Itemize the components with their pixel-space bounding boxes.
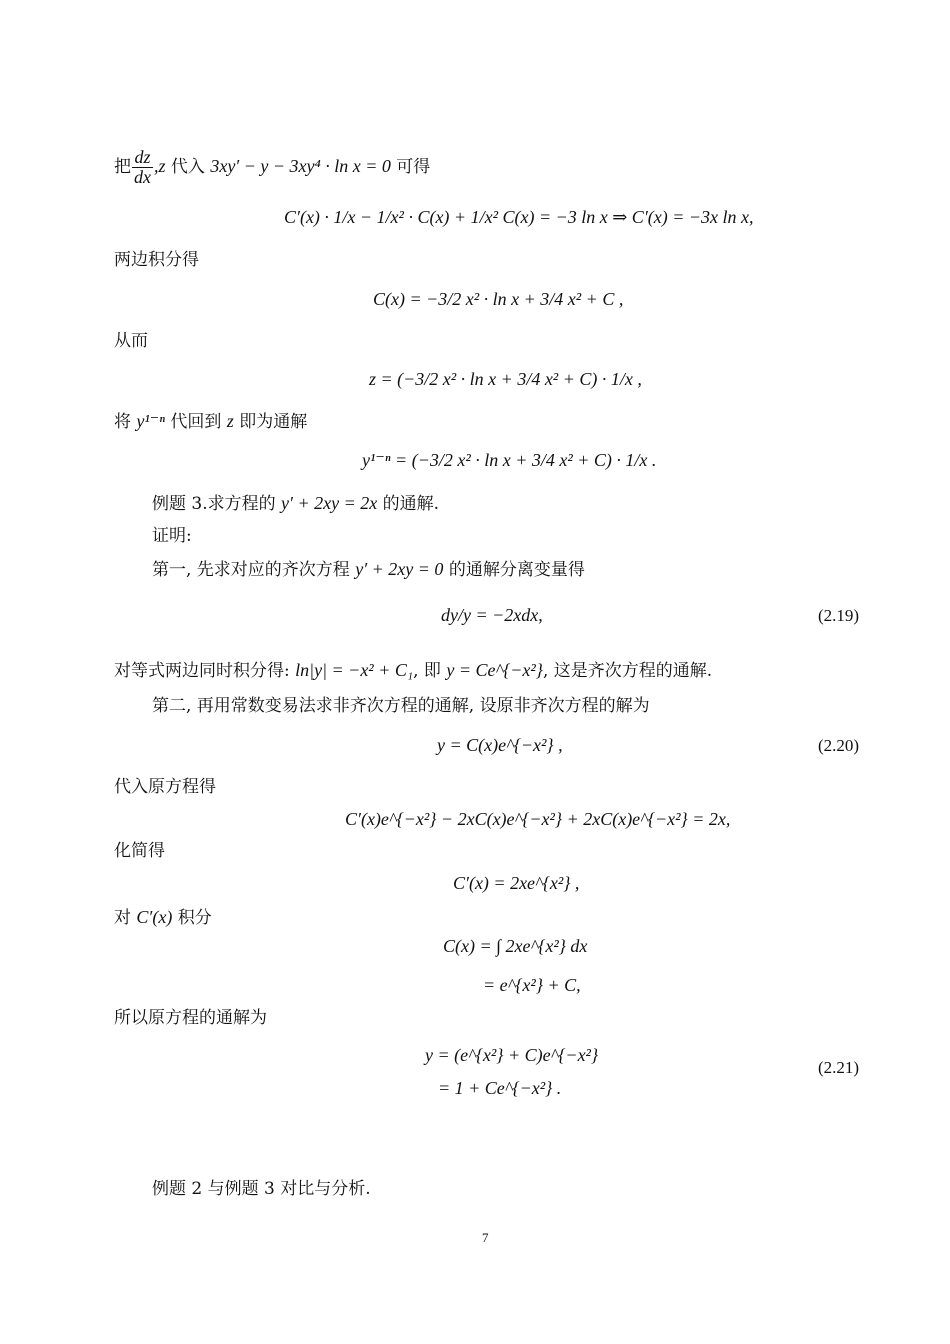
equation-integral: C(x) = ∫ 2xe^{x²} dx xyxy=(443,936,588,956)
equation-2-20: y = C(x)e^{−x²} , xyxy=(437,735,563,755)
equation-c-prime-simplified: C′(x) = 2xe^{x²} , xyxy=(453,873,580,893)
text-thus: 从而 xyxy=(114,331,148,351)
line-first-step: 第一, 先求对应的齐次方程 y′ + 2xy = 0 的通解分离变量得 xyxy=(152,559,585,580)
fraction-dz-dx: $\frac{dz}{dx}$ xyxy=(134,147,151,187)
equation-number-2-21: (2.21) xyxy=(818,1058,860,1077)
line-integrate-c-prime: 对 C′(x) 积分 xyxy=(114,907,212,928)
text-second-step: 第二, 再用常数变易法求非齐次方程的通解, 设原非齐次方程的解为 xyxy=(152,696,650,716)
line-example-3: 例题 3.求方程的 y′ + 2xy = 2x 的通解. xyxy=(152,493,440,514)
page-number: 7 xyxy=(482,1230,489,1245)
equation-2-19: dy/y = −2xdx, xyxy=(441,605,543,625)
equation-number-2-20: (2.20) xyxy=(818,736,860,755)
text-general-solution-intro: 所以原方程的通解为 xyxy=(114,1008,267,1028)
equation-substituted: C′(x)e^{−x²} − 2xC(x)e^{−x²} + 2xC(x)e^{−x²} = 2x, xyxy=(345,809,731,829)
text-proof: 证明: xyxy=(152,526,192,546)
text-substitute-original: 代入原方程得 xyxy=(114,777,216,797)
equation-general-solution-bernoulli: y¹⁻ⁿ = (−3/2 x² · ln x + 3/4 x² + C) · 1/x . xyxy=(362,450,657,470)
text-integrate-both: 两边积分得 xyxy=(114,250,199,270)
equation-c-of-x: C(x) = −3/2 x² · ln x + 3/4 x² + C , xyxy=(373,289,624,309)
line-back-substitute: 将 y¹⁻ⁿ 代回到 z 即为通解 xyxy=(114,411,308,432)
equation-z: z = (−3/2 x² · ln x + 3/4 x² + C) · 1/x , xyxy=(369,369,642,389)
line-integrate-both-sides: 对等式两边同时积分得: ln|y| = −x² + C₁, 即 y = Ce^{−x²}, 这是齐次方程的通解. xyxy=(114,660,713,681)
text-simplify: 化简得 xyxy=(114,841,165,861)
equation-c-prime: C′(x) · 1/x − 1/x² · C(x) + 1/x² C(x) = −3 ln x ⇒ C′(x) = −3x ln x, xyxy=(284,207,754,227)
line-substitute-dz: 把 $\frac{dz}{dx}$ ,z 代入 3xy′ − y − 3xy⁴ · ln x = 0 可得 xyxy=(114,147,431,187)
equation-integral-result: = e^{x²} + C, xyxy=(483,975,581,995)
text-comparison: 例题 2 与例题 3 对比与分析. xyxy=(152,1179,371,1199)
equation-original: 3xy′ − y − 3xy⁴ · ln x = 0 xyxy=(210,155,391,176)
equation-2-21-b: = 1 + Ce^{−x²} . xyxy=(438,1078,562,1098)
equation-number-2-19: (2.19) xyxy=(818,606,860,625)
equation-2-21-a: y = (e^{x²} + C)e^{−x²} xyxy=(425,1045,599,1065)
